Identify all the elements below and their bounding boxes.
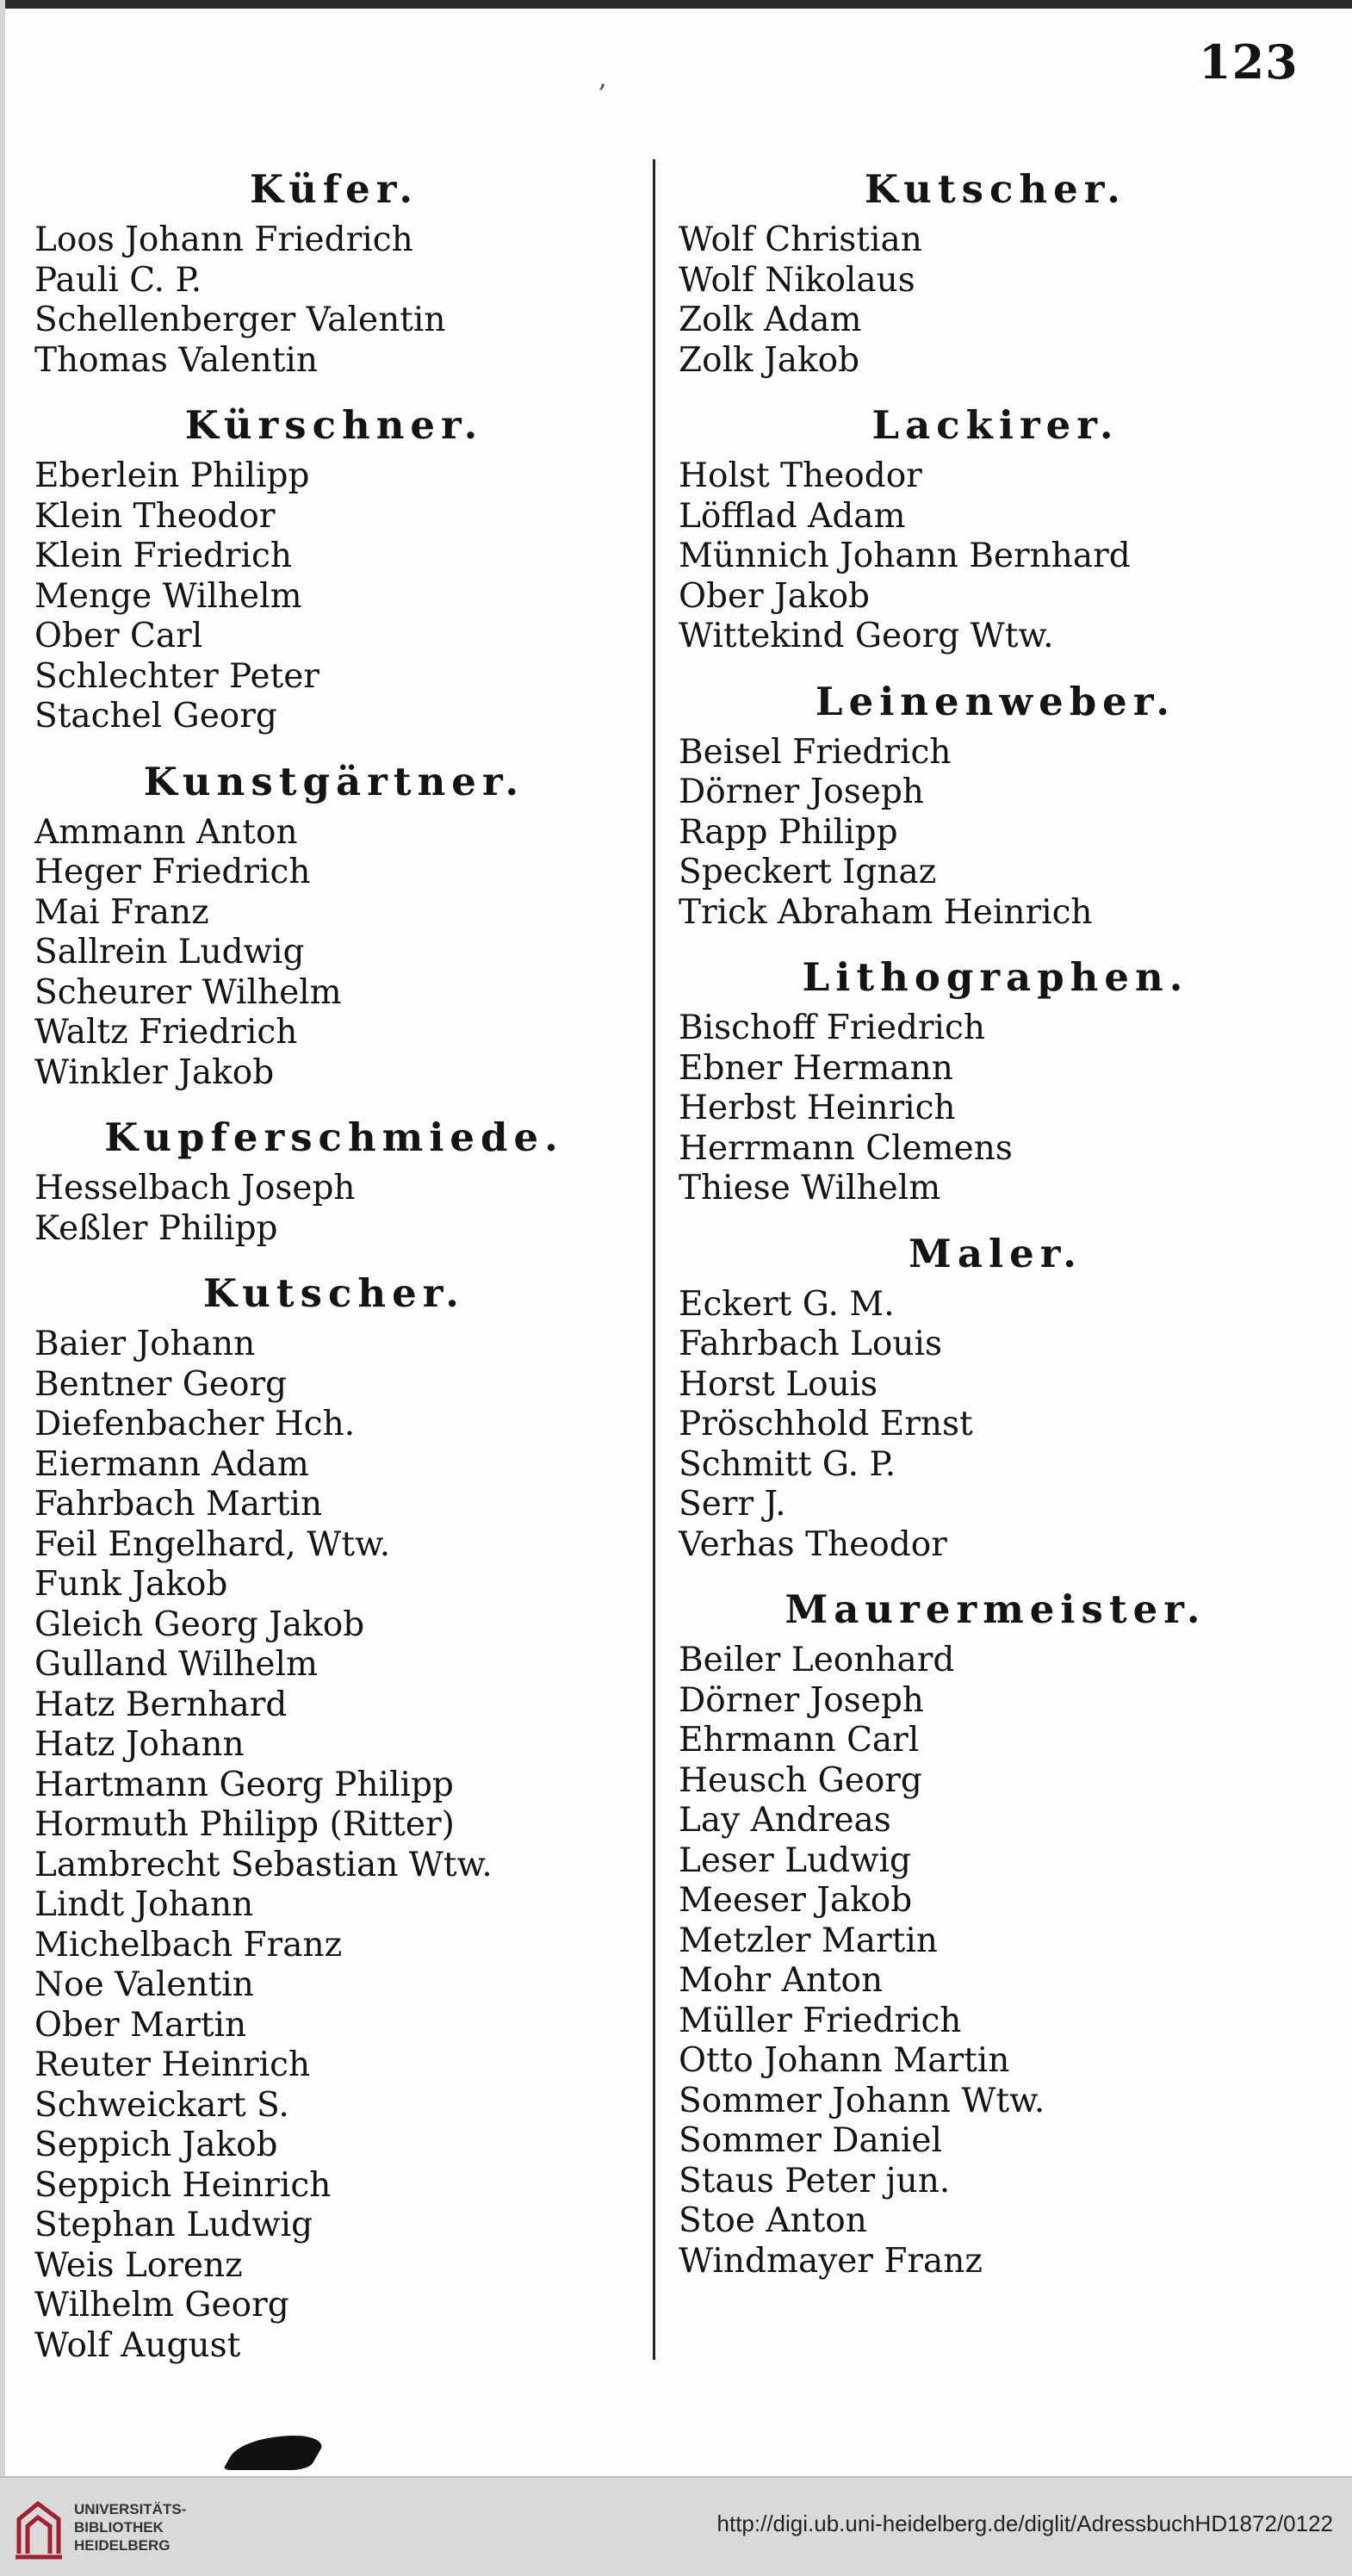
section-gap (33, 737, 636, 746)
directory-entry: Baier Johann (34, 1325, 256, 1363)
directory-entry: Speckert Ignaz (679, 853, 937, 891)
section-gap (677, 1209, 1314, 1218)
directory-entry: Bentner Georg (34, 1364, 288, 1404)
library-name-line2: BIBLIOTHEK (74, 2519, 164, 2536)
directory-entry: Hesselbach Joseph (34, 1169, 356, 1207)
directory-entry: Lay Andreas (679, 1801, 891, 1840)
directory-entry: Keßler Philipp (34, 1208, 278, 1248)
directory-entry: Menge Wilhelm (34, 576, 302, 616)
directory-entry: Zolk Jakob (679, 340, 860, 380)
directory-entry: Hartmann Georg Philipp (34, 1765, 454, 1804)
directory-entry: Schweickart S. (34, 2085, 289, 2125)
directory-entry: Pröschhold Ernst (679, 1405, 973, 1443)
section-gap (33, 1249, 636, 1257)
section-heading: Küfer. (249, 166, 419, 212)
directory-entry: Thiese Wilhelm (679, 1169, 941, 1207)
section-heading: Lithographen. (802, 954, 1189, 1000)
directory-entry: Wittekind Georg Wtw. (679, 617, 1054, 655)
directory-entry: Stephan Ludwig (34, 2206, 313, 2244)
directory-entry: Leser Ludwig (679, 1840, 911, 1880)
directory-entry: Ebner Hermann (679, 1048, 953, 1088)
directory-entry: Ober Carl (34, 617, 203, 655)
directory-entry: Hatz Bernhard (34, 1685, 288, 1724)
directory-entry: Michelbach Franz (34, 1925, 343, 1965)
library-name-line1: UNIVERSITÄTS- (74, 2501, 187, 2517)
directory-entry: Mai Franz (34, 892, 209, 932)
page-number: 123 (1199, 34, 1299, 90)
directory-entry: Feil Engelhard, Wtw. (34, 1524, 391, 1564)
section-gap (33, 2366, 636, 2374)
directory-entry: Bischoff Friedrich (679, 1009, 985, 1047)
ink-blot (222, 2436, 328, 2470)
directory-entry: Wilhelm Georg (34, 2286, 289, 2325)
directory-entry: Holst Theodor (679, 456, 922, 495)
directory-entry: Beiler Leonhard (679, 1641, 955, 1679)
directory-entry: Heusch Georg (679, 1760, 922, 1800)
section-heading: Maurermeister. (785, 1586, 1206, 1632)
viewer-footer (0, 2476, 1352, 2576)
directory-entry: Heger Friedrich (34, 853, 311, 891)
directory-section (33, 1107, 636, 1257)
directory-section (677, 671, 1314, 942)
directory-entry: Fahrbach Louis (679, 1325, 942, 1363)
tick-mark: , (598, 64, 607, 94)
directory-entry: Gleich Georg Jakob (34, 1605, 365, 1644)
section-gap (33, 381, 636, 389)
directory-entry: Schellenberger Valentin (34, 301, 446, 339)
left-column (33, 153, 636, 2374)
section-gap (677, 933, 1314, 941)
directory-entry: Lindt Johann (34, 1885, 254, 1924)
directory-section (677, 1579, 1314, 2290)
library-name-line3: HEIDELBERG (74, 2537, 171, 2554)
directory-entry: Metzler Martin (679, 1921, 938, 1960)
directory-entry: Wolf August (34, 2325, 241, 2365)
directory-entry: Zolk Adam (679, 301, 862, 339)
directory-entry: Sommer Johann Wtw. (679, 2081, 1045, 2120)
directory-section (33, 751, 636, 1102)
section-heading: Lackirer. (871, 402, 1119, 448)
directory-entry: Ehrmann Carl (679, 1721, 920, 1760)
directory-entry: Seppich Heinrich (34, 2165, 332, 2205)
directory-entry: Stoe Anton (679, 2201, 867, 2240)
directory-entry: Pauli C. P. (34, 260, 202, 300)
library-name[interactable] (74, 2500, 186, 2554)
directory-section (33, 158, 636, 389)
directory-entry: Winkler Jakob (34, 1052, 275, 1092)
directory-entry: Ober Jakob (679, 576, 871, 616)
directory-entry: Diefenbacher Hch. (34, 1405, 356, 1443)
directory-entry: Horst Louis (679, 1364, 878, 1404)
column-divider (653, 159, 655, 2360)
directory-entry: Staus Peter jun. (679, 2161, 951, 2200)
section-heading: Kürschner. (184, 402, 484, 448)
directory-entry: Müller Friedrich (679, 2001, 962, 2040)
directory-section (677, 1223, 1314, 1574)
section-gap (33, 1093, 636, 1102)
directory-entry: Klein Friedrich (34, 537, 292, 575)
directory-entry: Wolf Nikolaus (679, 260, 915, 300)
directory-entry: Weis Lorenz (34, 2245, 243, 2285)
section-heading: Kunstgärtner. (143, 758, 525, 804)
directory-entry: Mohr Anton (679, 1961, 884, 2000)
directory-section (33, 1263, 636, 2374)
directory-entry: Thomas Valentin (34, 340, 319, 380)
directory-entry: Wolf Christian (679, 220, 922, 259)
directory-entry: Scheurer Wilhelm (34, 972, 342, 1012)
section-gap (677, 1565, 1314, 1574)
directory-entry: Eberlein Philipp (34, 456, 310, 495)
section-heading: Kupferschmiede. (104, 1114, 564, 1160)
directory-entry: Löfflad Adam (679, 496, 906, 536)
directory-entry: Sommer Daniel (679, 2121, 942, 2160)
directory-entry: Herrmann Clemens (679, 1128, 1013, 1168)
directory-entry: Serr J. (679, 1485, 786, 1524)
directory-entry: Hatz Johann (34, 1725, 245, 1764)
section-gap (677, 657, 1314, 666)
directory-entry: Ammann Anton (34, 812, 298, 852)
directory-entry: Otto Johann Martin (679, 2041, 1010, 2080)
directory-entry: Reuter Heinrich (34, 2045, 311, 2084)
directory-section (677, 947, 1314, 1218)
right-column (677, 153, 1314, 2290)
directory-section (677, 158, 1314, 389)
directory-entry: Klein Theodor (34, 496, 276, 536)
directory-entry: Stachel Georg (34, 697, 277, 736)
directory-entry: Sallrein Ludwig (34, 933, 305, 971)
directory-entry: Loos Johann Friedrich (34, 220, 413, 259)
library-logo-icon[interactable] (12, 2493, 65, 2562)
directory-entry: Windmayer Franz (679, 2241, 983, 2281)
directory-entry: Rapp Philipp (679, 812, 898, 852)
directory-entry: Funk Jakob (34, 1565, 228, 1604)
section-heading: Leinenweber. (815, 678, 1176, 724)
page-top-rule (0, 0, 1352, 9)
section-gap (677, 2281, 1314, 2290)
section-gap (677, 381, 1314, 389)
directory-entry: Trick Abraham Heinrich (679, 892, 1093, 932)
directory-entry: Fahrbach Martin (34, 1485, 323, 1524)
directory-entry: Hormuth Philipp (Ritter) (34, 1805, 455, 1844)
permalink-url[interactable]: http://digi.ub.uni-heidelberg.de/diglit/AdressbuchHD1872/0122 (716, 2511, 1333, 2536)
directory-entry: Dörner Joseph (679, 1680, 924, 1720)
directory-entry: Eckert G. M. (679, 1284, 895, 1324)
directory-entry: Eiermann Adam (34, 1444, 309, 1484)
directory-entry: Ober Martin (34, 2005, 247, 2045)
directory-entry: Verhas Theodor (679, 1524, 947, 1564)
directory-entry: Beisel Friedrich (679, 732, 952, 772)
section-heading: Kutscher. (203, 1270, 465, 1316)
directory-section (677, 394, 1314, 666)
directory-entry: Noe Valentin (34, 1965, 254, 2004)
directory-entry: Waltz Friedrich (34, 1013, 298, 1052)
directory-entry: Herbst Heinrich (679, 1089, 956, 1127)
directory-entry: Dörner Joseph (679, 773, 924, 811)
page-left-edge (0, 0, 5, 2476)
section-heading: Maler. (909, 1230, 1082, 1276)
section-heading: Kutscher. (865, 166, 1126, 212)
directory-entry: Schlechter Peter (34, 656, 319, 696)
directory-entry: Münnich Johann Bernhard (679, 537, 1131, 575)
directory-entry: Meeser Jakob (679, 1881, 913, 1920)
directory-entry: Lambrecht Sebastian Wtw. (34, 1845, 493, 1884)
directory-section (33, 394, 636, 746)
directory-entry: Gulland Wilhelm (34, 1645, 318, 1684)
directory-entry: Seppich Jakob (34, 2126, 278, 2164)
directory-entry: Schmitt G. P. (679, 1444, 896, 1484)
